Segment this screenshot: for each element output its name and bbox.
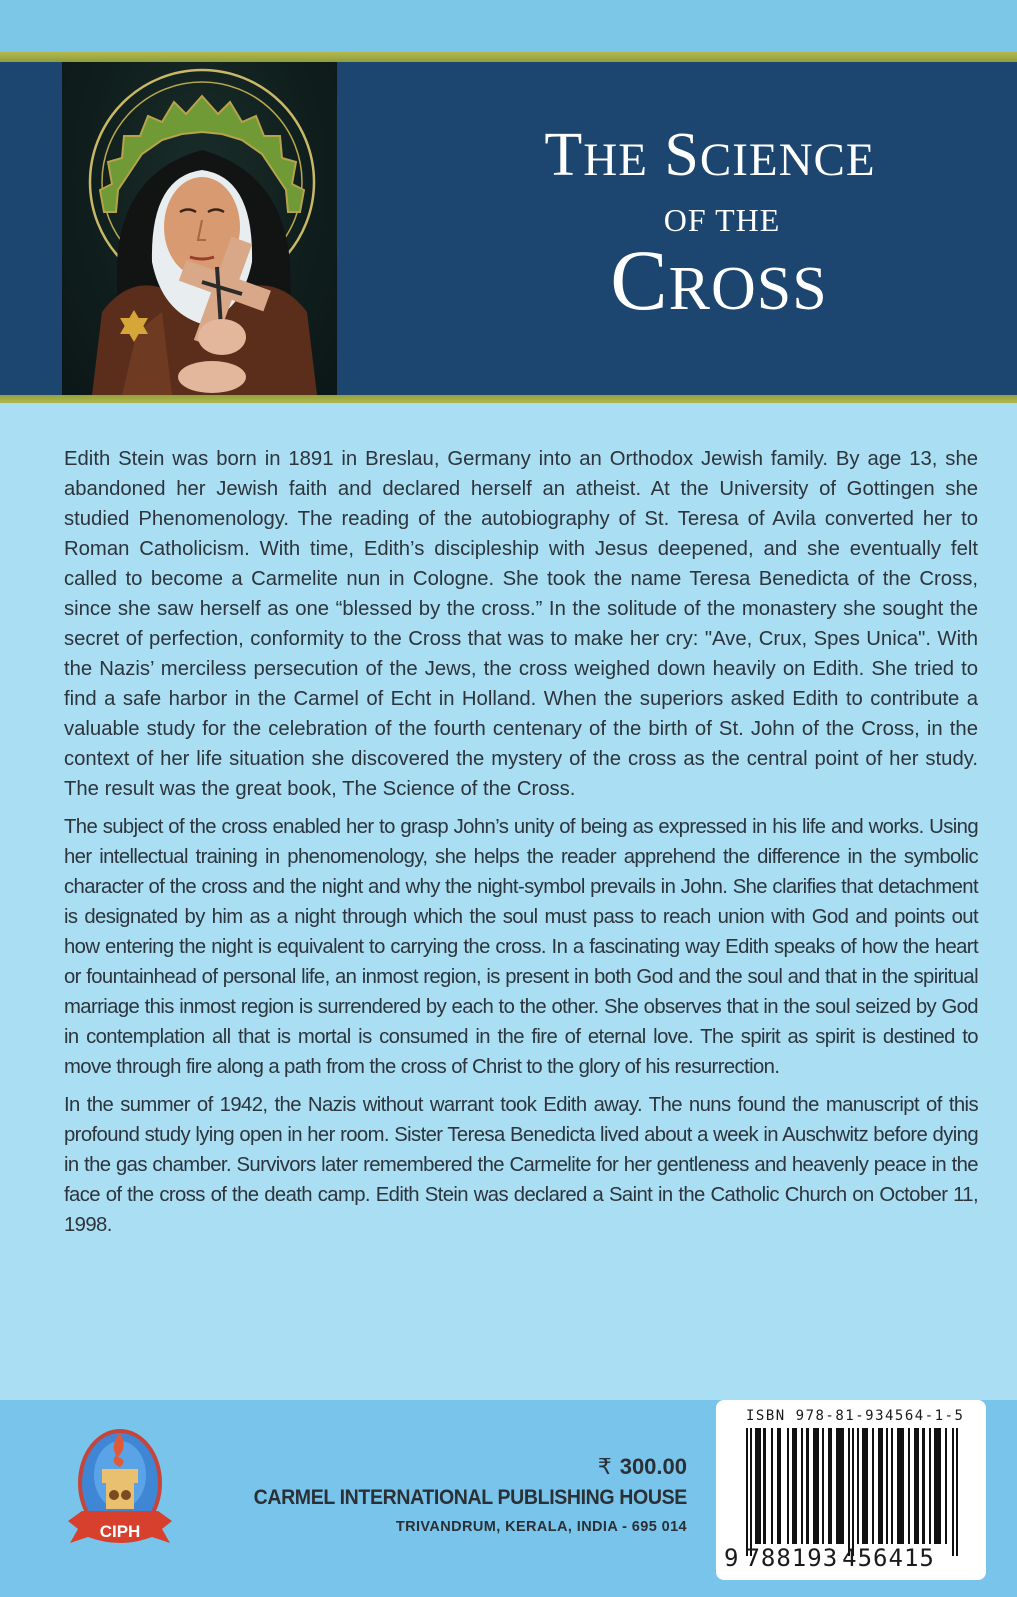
olive-stripe-top bbox=[0, 52, 1017, 62]
back-cover-blurb bbox=[64, 444, 978, 1248]
title-line-the-science: THE SCIENCE bbox=[544, 121, 876, 189]
saint-portrait-icon bbox=[62, 62, 337, 395]
publisher-address: TRIVANDRUM, KERALA, INDIA - 695 014 bbox=[395, 1519, 687, 1535]
title-line-of-the: OF THE bbox=[663, 202, 781, 238]
saint-portrait-image bbox=[62, 62, 337, 395]
title-line-cross: CROSS bbox=[610, 232, 828, 328]
olive-stripe-bottom bbox=[0, 395, 1017, 403]
blurb-paragraph-3: In the summer of 1942, the Nazis without warrant took Edith away. The nuns found the manuscript of this profound study lying open in her room. Sister Teresa Benedicta lived about a week in Auschwitz before dying in the gas chamber. Survivors later remembered the Carmelite for her gentleness and heavenly peace in the face of the cross of the death camp. Edith Stein was declared a Saint in the Catholic Church on October 11, 1998. bbox=[64, 1094, 978, 1236]
publisher-emblem-icon bbox=[66, 1425, 174, 1551]
book-title bbox=[440, 112, 980, 332]
isbn-barcode-label bbox=[716, 1400, 986, 1580]
publisher-name: CARMEL INTERNATIONAL PUBLISHING HOUSE bbox=[253, 1486, 687, 1509]
blurb-paragraph-1: Edith Stein was born in 1891 in Breslau, Germany into an Orthodox Jewish family. By age 13, she abandoned her Jewish faith and declared herself an atheist. At the University of Gottingen she studied Phenomenology. The reading of the autobiography of St. Teresa of Avila converted her to Roman Catholicism. With time, Edith’s discipleship with Jesus deepened, and she eventually felt called to become a Carmelite nun in Cologne. She took the name Teresa Benedicta of the Cross, since she saw herself as one “blessed by the cross.” In the solitude of the monastery she sought the secret of perfection, conformity to the Cross that was to make her cry: "Ave, Crux, Spes Unica". With the Nazis’ merciless persecution of the Jews, the cross weighed down heavily on Edith. She tried to find a safe harbor in the Carmel of Echt in Holland. When the superiors asked Edith to contribute a valuable study for the celebration of the fourth centenary of the birth of St. John of the Cross, in the context of her life situation she discovered the mystery of the cross as the central point of her study. The result was the great book, The Science of the Cross. bbox=[64, 448, 978, 800]
svg-text:CIPH: CIPH bbox=[99, 1522, 141, 1541]
blurb-paragraph-2: The subject of the cross enabled her to grasp John’s unity of being as expressed in his life and works. Using her intellectual training in phenomenology, she helps the reader apprehend the difference in the symbolic character of the cross and the night and why the night-symbol prevails in John. She clarifies that detachment is designated by him as a night through which the soul must pass to reach union with God and points out how entering the night is equivalent to carrying the cross. In a fascinating way Edith speaks of how the heart or fountainhead of personal life, an inmost region, is present in both God and the soul and that in the spiritual marriage this inmost region is surrendered by each to the other. She observes that in the soul seized by God in contemplation all that is mortal is consumed in the fire of eternal love. The spirit as spirit is destined to move through fire along a path from the cross of Christ to the glory of his resurrection. bbox=[64, 816, 978, 1078]
book-price: ₹ 300.00 bbox=[597, 1454, 687, 1479]
publisher-logo bbox=[66, 1425, 174, 1551]
top-band bbox=[0, 0, 1017, 52]
barcode-digits: 9 788193 456415 bbox=[724, 1544, 935, 1572]
barcode-icon bbox=[746, 1428, 958, 1556]
isbn-number: ISBN 978-81-934564-1-5 bbox=[746, 1408, 965, 1424]
rupee-icon: ₹ bbox=[597, 1454, 612, 1479]
